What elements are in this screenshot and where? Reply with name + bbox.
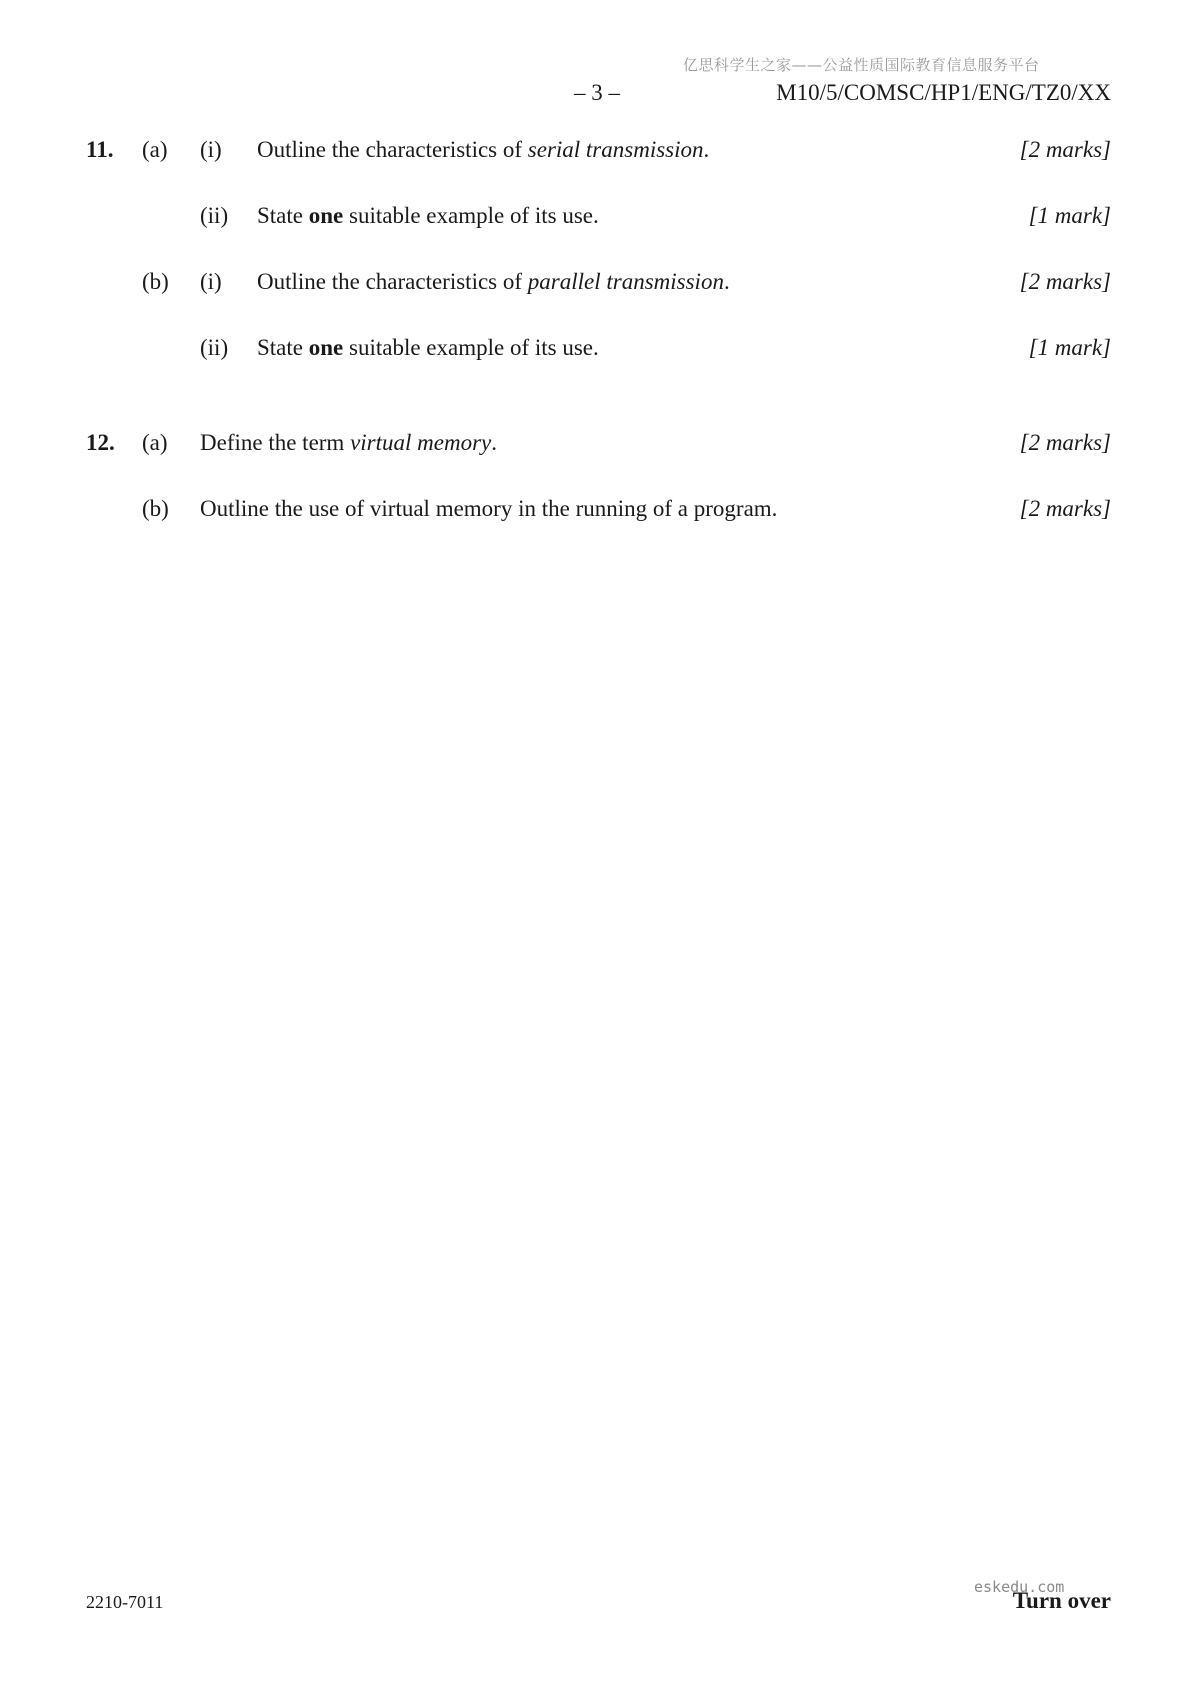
text-plain: Define the term (200, 430, 351, 455)
text-plain: State (257, 203, 309, 228)
marks: [2 marks] (1019, 269, 1111, 294)
question-12a (0, 430, 1191, 460)
question-12b (0, 496, 1191, 526)
text-bold: one (308, 335, 344, 360)
text-plain: suitable example of its use. (343, 203, 599, 228)
text-plain: Outline the characteristics of (257, 269, 528, 294)
question-11b-i (0, 269, 1191, 299)
watermark-top: 亿思科学生之家——公益性质国际教育信息服务平台 (683, 56, 1040, 74)
text-plain: suitable example of its use. (343, 335, 599, 360)
paper-code: M10/5/COMSC/HP1/ENG/TZ0/XX (776, 80, 1111, 105)
text-emphasis: parallel transmission (527, 269, 724, 294)
question-text (200, 430, 497, 456)
footer-code: 2210-7011 (86, 1592, 164, 1612)
subpart-label: (ii) (200, 335, 229, 360)
question-11b-ii (0, 335, 1191, 365)
marks: [2 marks] (1019, 496, 1111, 521)
question-number: 11. (86, 137, 114, 162)
text-emphasis: virtual memory (350, 430, 492, 455)
text-plain: . (491, 430, 497, 455)
marks: [2 marks] (1019, 430, 1111, 455)
subpart-label: (ii) (200, 203, 229, 228)
question-11a-i (0, 137, 1191, 167)
subpart-label: (i) (200, 269, 222, 294)
question-text: Outline the use of virtual memory in the running of a program. (200, 496, 778, 521)
question-11a-ii (0, 203, 1191, 233)
turn-over-label: Turn over (1012, 1588, 1111, 1613)
marks: [2 marks] (1019, 137, 1111, 162)
text-plain: . (703, 137, 710, 162)
text-plain: State (257, 335, 309, 360)
part-label: (a) (142, 430, 168, 455)
question-text (257, 335, 599, 361)
page-number: – 3 – (574, 80, 620, 105)
question-text (257, 137, 709, 163)
subpart-label: (i) (200, 137, 222, 162)
part-label: (a) (142, 137, 168, 162)
question-text (257, 203, 599, 229)
watermark-bottom: eskedu.com (974, 1578, 1065, 1596)
part-label: (b) (142, 269, 169, 294)
marks: [1 mark] (1028, 335, 1111, 360)
question-text (257, 269, 730, 295)
text-bold: one (308, 203, 344, 228)
text-emphasis: serial transmission (527, 137, 704, 162)
text-plain: Outline the characteristics of (257, 137, 528, 162)
text-plain: . (723, 269, 730, 294)
marks: [1 mark] (1028, 203, 1111, 228)
question-number: 12. (86, 430, 115, 455)
part-label: (b) (142, 496, 169, 521)
